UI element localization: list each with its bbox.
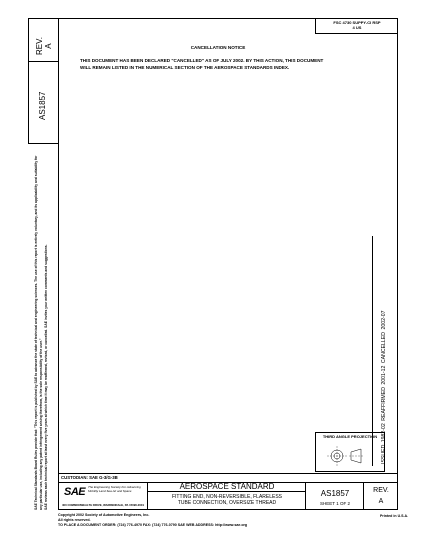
sheet-number: SHEET 1 OF 2	[320, 501, 350, 506]
logo-cell	[58, 482, 148, 510]
copyright: Copyright 2002 Society of Automotive Engineers, Inc.	[58, 513, 150, 517]
order-info: TO PLACE A DOCUMENT ORDER: (724) 776-4970 FAX: (724) 776-0790 SAE WEB ADDRESS: http://www.sae.org	[58, 523, 248, 527]
custodian: CUSTODIAN: SAE G-3/G-3B	[58, 473, 398, 482]
fsc-line-1: FSC 4730 SUPPY-CI RSP	[333, 20, 381, 25]
sae-tagline: The Engineering Society For Advancing Mobility Land Sea Air and Space	[88, 485, 141, 493]
rights: All rights reserved.	[58, 518, 91, 522]
sae-logo: SAE	[64, 486, 86, 498]
issue-dates: ISSUED 1982-02 REAFFIRMED 2001-12 CANCELLED 2002-07	[381, 310, 387, 464]
fsc-line-2: 4 US	[352, 25, 362, 30]
notice-line-2: WILL REMAIN LISTED IN THE NUMERICAL SECTION OF THE AEROSPACE STANDARDS INDEX.	[80, 65, 290, 70]
doc-number: AS1857	[320, 489, 350, 498]
margin-doc-number: AS1857	[38, 91, 47, 120]
third-angle-projection-icon	[325, 444, 367, 468]
notice-heading: CANCELLATION NOTICE	[190, 45, 246, 50]
margin-rev	[35, 37, 53, 55]
rev-value: A	[378, 498, 384, 505]
notice-body	[80, 57, 380, 71]
legal-notice	[34, 150, 48, 510]
standard-title-line-2: TUBE CONNECTION, OVERSIZE THREAD	[177, 500, 277, 506]
margin-rev-box	[28, 18, 58, 62]
margin-doc-box	[28, 62, 58, 144]
standard-title-line-1: FITTING END, NON-REVERSIBLE, FLARELESS	[171, 494, 283, 500]
standard-heading: AEROSPACE STANDARD	[148, 482, 306, 492]
margin-rev-value: A	[44, 43, 53, 49]
footer	[58, 513, 247, 528]
margin-rev-label: REV.	[35, 37, 44, 55]
legal-line-2: SAE reviews each technical report at least every five years at which time it may be reaffirmed, revised, or cancelled. SAE invites your written comments and suggestions.	[43, 244, 48, 510]
fsc-box	[315, 18, 398, 34]
notice-line-1: THIS DOCUMENT HAS BEEN DECLARED "CANCELLED" AS OF JULY 2002. BY THIS ACTION, THIS DOCUMENT	[80, 58, 324, 63]
rev-label: REV.	[373, 487, 389, 494]
standard-title	[150, 494, 304, 506]
printed-in: Printed in U.S.A.	[380, 514, 409, 518]
projection-label: THIRD ANGLE PROJECTION	[322, 434, 378, 439]
legal-line-1: SAE Technical Standards Board Rules provide that: "This report is published by SAE to advance the state of technical and engineering sciences. The use of this report is entirely voluntary, and its applicability and suitability for any particular use, including any patent infringement arising therefrom, is the sole responsibility of the user."	[34, 155, 43, 510]
sae-address: 400 COMMONWEALTH DRIVE, WARRENDALE, PA 15096-0001	[62, 503, 145, 507]
